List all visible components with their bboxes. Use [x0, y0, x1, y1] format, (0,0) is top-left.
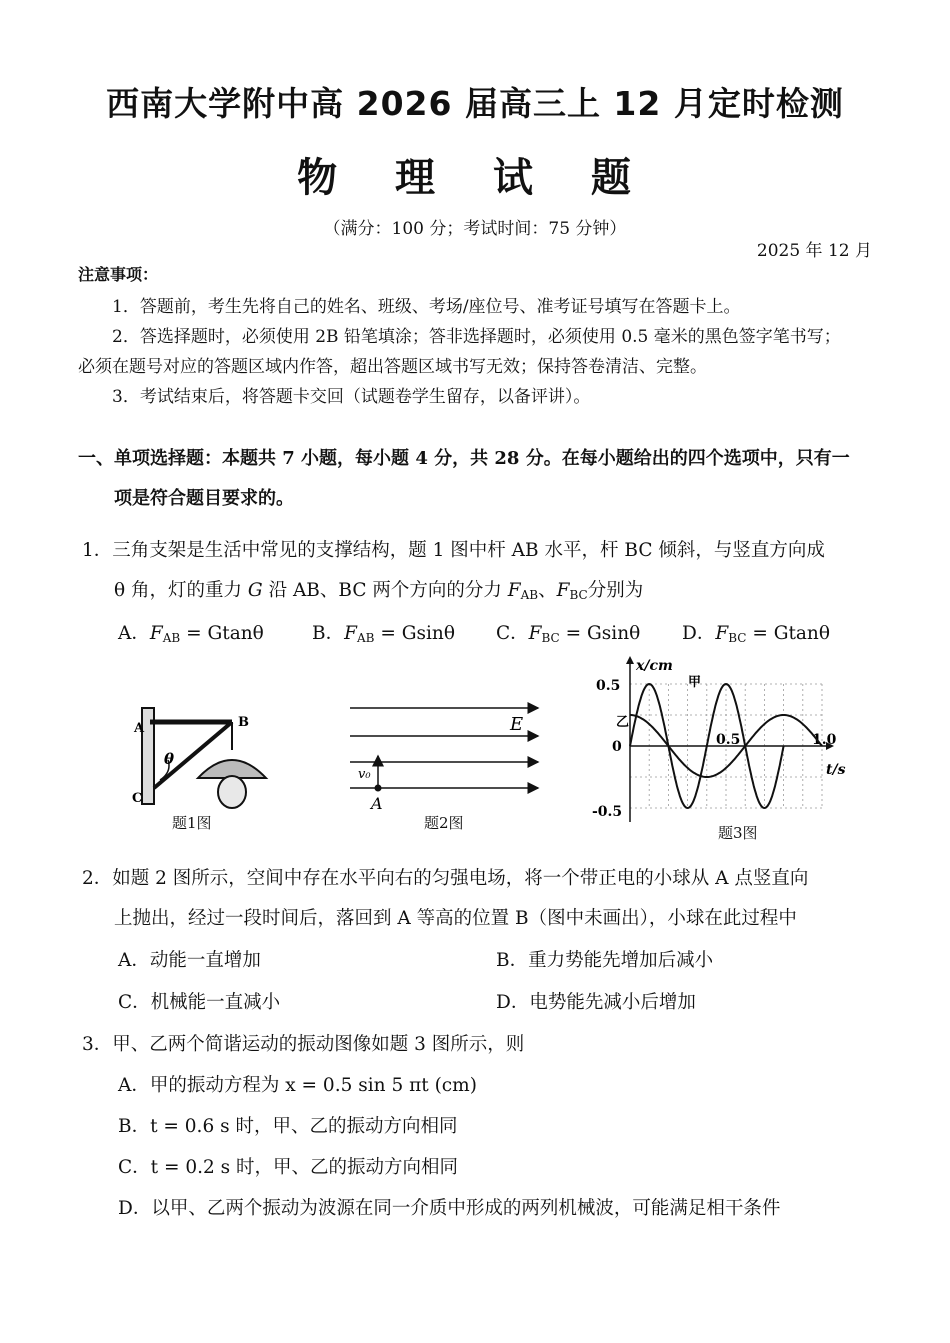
q3-option-a[interactable]: A．甲的振动方程为 x = 0.5 sin 5 πt (cm): [118, 1075, 477, 1096]
label-point-a: A: [371, 794, 383, 813]
figure1-caption: 题1图: [172, 814, 212, 832]
ball-a: [375, 785, 382, 792]
section1-heading: 一、单项选择题：本题共 7 小题，每小题 4 分，共 28 分。在每小题给出的四个选项中，只有一: [78, 448, 850, 469]
y-tick-top: 0.5: [596, 678, 621, 694]
q1-option-b[interactable]: B．$F_{AB} = Gsin\theta$: [312, 623, 455, 645]
exam-subject-title: 物 理 试 题: [297, 154, 653, 201]
figure2-caption: 题2图: [424, 814, 464, 832]
label-e: E: [510, 714, 524, 735]
x-tick-one: 1.0: [812, 732, 837, 748]
figure1-lamp-bracket: [120, 700, 280, 820]
label-b: B: [238, 715, 249, 730]
notice-item-2-cont: 必须在题号对应的答题区域内作答，超出答题区域书写无效；保持答卷清洁、完整。: [78, 357, 707, 377]
label-c: C: [132, 791, 143, 806]
notice-item-1: 1．答题前，考生先将自己的姓名、班级、考场/座位号、准考证号填写在答题卡上。: [112, 297, 741, 317]
notice-item-2: 2．答选择题时，必须使用 2B 铅笔填涂；答非选择题时，必须使用 0.5 毫米的黑色签字笔书写；: [112, 327, 841, 347]
y-axis-arrow: [626, 656, 634, 664]
figure3-caption: 题3图: [718, 824, 758, 842]
notice-heading: 注意事项：: [78, 265, 159, 284]
q2-option-b[interactable]: B．重力势能先增加后减小: [496, 950, 714, 971]
q1-stem-line1: 1．三角支架是生活中常见的支撑结构，题 1 图中杆 AB 水平，杆 BC 倾斜，与竖直方向成: [82, 540, 825, 561]
q2-option-c[interactable]: C．机械能一直减小: [118, 992, 281, 1013]
label-v0: v₀: [358, 767, 371, 782]
exam-date: 2025 年 12 月: [756, 241, 872, 261]
q2-option-d[interactable]: D．电势能先减小后增加: [496, 992, 696, 1013]
q2-stem-line2: 上抛出，经过一段时间后，落回到 A 等高的位置 B（图中未画出），小球在此过程中: [114, 908, 797, 929]
series-yi-label: 乙: [616, 715, 630, 730]
q2-stem-line1: 2．如题 2 图所示，空间中存在水平向右的匀强电场，将一个带正电的小球从 A 点竖直向: [82, 868, 809, 889]
figure3-vibration-chart: [590, 654, 850, 826]
q1-option-a[interactable]: A．$F_{AB} = Gtan\theta$: [118, 623, 264, 645]
exam-school-title: 西南大学附中高 2026 届高三上 12 月定时检测: [106, 84, 844, 123]
y-tick-bottom: -0.5: [592, 804, 623, 820]
q1-option-c[interactable]: C．$F_{BC} = Gsin\theta$: [496, 623, 641, 645]
x-axis-label: t/s: [826, 762, 846, 778]
y-tick-zero: 0: [612, 739, 622, 755]
lamp-bulb: [218, 776, 246, 808]
section1-heading-cont: 项是符合题目要求的。: [114, 488, 294, 509]
q3-option-c[interactable]: C．t = 0.2 s 时，甲、乙的振动方向相同: [118, 1157, 459, 1178]
q1-option-d[interactable]: D．$F_{BC} = Gtan\theta$: [682, 623, 830, 645]
label-theta: θ: [164, 750, 175, 768]
q3-stem: 3．甲、乙两个简谐运动的振动图像如题 3 图所示，则: [82, 1034, 525, 1055]
notice-item-3: 3．考试结束后，将答题卡交回（试题卷学生留存，以备评讲）。: [112, 387, 591, 407]
figure2-electric-field: [340, 696, 550, 816]
x-tick-half: 0.5: [716, 732, 741, 748]
score-time-info: （满分：100 分；考试时间：75 分钟）: [323, 219, 627, 239]
q2-option-a[interactable]: A．动能一直增加: [118, 950, 261, 971]
series-jia-label: 甲: [688, 675, 702, 690]
q3-option-d[interactable]: D．以甲、乙两个振动为波源在同一介质中形成的两列机械波，可能满足相干条件: [118, 1198, 781, 1219]
q3-option-b[interactable]: B．t = 0.6 s 时，甲、乙的振动方向相同: [118, 1116, 458, 1137]
q1-stem-line2: θ 角，灯的重力 G 沿 AB、BC 两个方向的分力 $F_{AB}$、$F_{BC}$分别为: [114, 580, 644, 602]
y-axis-label: x/cm: [636, 658, 673, 674]
label-a: A: [134, 721, 145, 736]
